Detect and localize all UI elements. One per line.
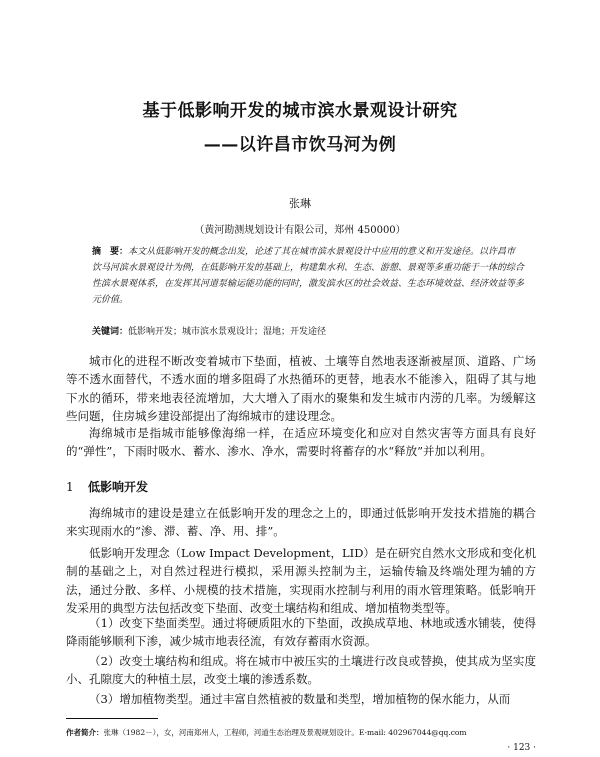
body-paragraph-5: （1）改变下垫面类型。通过将硬质阻水的下垫面，改换成草地、林地或透水铺装，使得降雨能够顺利下渗，减少城市地表径流，有效存蓄雨水资源。 xyxy=(66,616,536,649)
paper-title: 基于低影响开发的城市滨水景观设计研究 xyxy=(142,101,458,121)
author-footnote xyxy=(66,727,536,738)
body-paragraph-4: 低影响开发理念（Low Impact Development，LID）是在研究自然水文形成和变化机制的基础之上，对自然过程进行模拟，采用源头控制为主，运输传输及终端处理为辅的方法，通过分散、多样、小规模的技术措施，实现雨水控制与利用的雨水管理策略。低影响开发采用的典型方法包括改变下垫面、改变土壤结构和组成、增加植物类型等。 xyxy=(66,546,536,615)
keywords-label: 关键词： xyxy=(92,327,129,337)
abstract-label: 摘 要： xyxy=(92,247,129,257)
author-name: 张琳 xyxy=(289,197,311,210)
section-heading xyxy=(66,478,148,495)
body-paragraph-3: 海绵城市的建设是建立在低影响开发的理念之上的，即通过低影响开发技术措施的耦合来实现雨水的“渗、滞、蓄、净、用、排”。 xyxy=(66,506,536,539)
keywords-text: 低影响开发；城市滨水景观设计；湿地；开发途径 xyxy=(128,327,327,337)
page-number: · 123 · xyxy=(507,743,536,753)
body-paragraph-7: （3）增加植物类型。通过丰富自然植被的数量和类型，增加植物的保水能力，从而 xyxy=(89,692,511,706)
paper-subtitle: ——以许昌市饮马河为例 xyxy=(203,135,397,155)
abstract-text: 本文从低影响开发的概念出发，论述了其在城市滨水景观设计中应用的意义和开发途径。以许昌市饮马河滨水景观设计为例，在低影响开发的基础上，构建集水利、生态、游憩、景观等多重功能于一体的综合性滨水景观体系，在发挥其河道泵输运能功能的同时，激发滨水区的社会效益、生态环境效益、经济效益等多元价值。 xyxy=(92,247,525,305)
abstract xyxy=(92,244,524,308)
footnote-divider xyxy=(66,718,158,719)
footnote-label: 作者简介： xyxy=(66,728,104,737)
footnote-text: 张琳（1982－），女，河南郑州人，工程师，河道生态治理及景观规划设计。E-mail: 402967044@qq.com xyxy=(103,728,467,737)
section-title: 低影响开发 xyxy=(88,480,149,494)
section-number: 1 xyxy=(66,480,74,494)
body-paragraph-6: （2）改变土壤结构和组成。将在城市中被压实的土壤进行改良或替换，使其成为坚实度小、孔隙度大的种植土层，改变土壤的渗透系数。 xyxy=(66,654,536,687)
body-paragraph-2: 海绵城市是指城市能够像海绵一样，在适应环境变化和应对自然灾害等方面具有良好的“弹性”，下雨时吸水、蓄水、渗水、净水，需要时将蓄存的水“释放”并加以利用。 xyxy=(66,426,536,459)
keywords xyxy=(92,325,524,339)
author-affiliation: （黄河勘测规划设计有限公司，郑州 450000） xyxy=(194,225,406,236)
body-paragraph-1: 城市化的进程不断改变着城市下垫面，植被、土壤等自然地表逐渐被屋顶、道路、广场等不透水面替代，不透水面的增多阻碍了水热循环的更替，地表水不能渗入，阻碍了其与地下水的循环，带来地表径流增加，大大增入了雨水的聚集和发生城市内涝的几率。为缓解这些问题，住房城乡建设部提出了海绵城市的建设理念。 xyxy=(66,354,536,423)
